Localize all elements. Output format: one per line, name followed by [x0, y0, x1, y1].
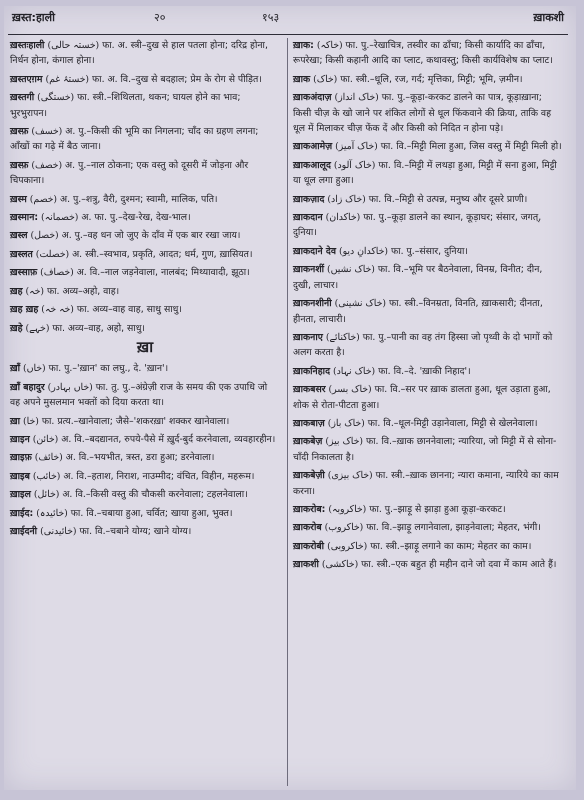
entry-definition: फा. वि.–भूमि पर बैठनेवाला, विनम्र, विनीत; दीन, दुखी, लाचार। [293, 264, 543, 291]
dictionary-entry [293, 330, 563, 361]
entry-headword: ख़ाइन [10, 433, 30, 445]
entry-urdu-spelling: (خہ) [25, 285, 44, 297]
entry-urdu-spelling: (خصلت) [35, 248, 70, 260]
entry-headword: ख़ाइब [10, 470, 30, 482]
entry-urdu-spelling: (خاک بیز) [325, 436, 364, 448]
entry-urdu-spelling: (خاکروبہ) [328, 503, 367, 515]
entry-headword: ख़स्लत [10, 248, 33, 260]
entry-definition: फा. पु.–पानी का वह तंग हिस्सा जो पृथ्वी के दो भागों को अलग करता है। [293, 331, 553, 359]
entry-definition: अ. वि.–हताश, निराश, नाउम्मीद; वंचित, विहीन, महरूम। [63, 470, 255, 482]
entry-definition: अ. फा. पु.–देख-रेख, देख-भाल। [81, 212, 191, 224]
entry-definition: फा. अव्य–अहो, वाह। [46, 285, 120, 297]
dictionary-entry [293, 520, 563, 535]
entry-definition: फा. वि.–ख़ाक छाननेवाला; न्यारिया, जो मिट्टी में से सोना-चाँदी निकालता है। [293, 436, 557, 463]
dictionary-entry [293, 502, 563, 517]
entry-definition: फा. वि.–चबाने योग्य; खाने योग्य। [79, 525, 192, 537]
entry-headword: ख़ाक [293, 73, 311, 85]
entry-definition: फा. स्त्री.–झाड़ू लगाने का काम; मेहतर का काम। [370, 540, 532, 552]
entry-definition: फा. स्त्री.–विनम्रता, विनति, ख़ाकसारी; दीनता, हीनता, लाचारी। [293, 298, 543, 325]
entry-definition: फा. प्रत्य.–खानेवाला; जैसे–'शकरख़ा' शक्कर खानेवाला। [41, 415, 230, 427]
entry-headword: ख़स्मान: [10, 212, 39, 224]
dictionary-entry [293, 468, 563, 499]
page-header [4, 6, 576, 30]
dictionary-entry [10, 72, 280, 87]
entry-headword: ख़स्साफ़ [10, 267, 38, 279]
entry-urdu-spelling: (خاک بیزی) [327, 470, 373, 482]
entry-urdu-spelling: (خاکروبی) [327, 540, 368, 552]
dictionary-entry [10, 228, 280, 243]
entry-definition: फा. स्त्री.–धूलि, रज, गर्द; मृत्तिका, मिट्टी; भूमि, ज़मीन। [340, 73, 523, 85]
entry-headword: ख़स्फ़ [10, 159, 29, 171]
entry-headword: ख़ाईदनी [10, 525, 38, 537]
dictionary-entry [10, 506, 280, 521]
entry-urdu-spelling: (خہے) [25, 322, 50, 334]
left-column [10, 38, 280, 542]
entry-urdu-spelling: (خصم) [29, 193, 58, 205]
dictionary-entry [293, 139, 563, 154]
entry-definition: फा. पु.–झाड़ू से झाड़ा हुआ कूड़ा-करकट। [369, 503, 506, 515]
entry-headword: ख़ह ख़ह [10, 304, 39, 316]
entry-definition: फा. तु. पु.–अंग्रेज़ी राज के समय की एक उपाधि जो वह अपने मुसलमान भक्तों को दिया करता था। [10, 381, 268, 409]
dictionary-entry [293, 434, 563, 465]
entry-headword: ख़ाकरोब [293, 522, 322, 534]
dictionary-entry [293, 364, 563, 379]
entry-definition: फा. वि.–सर पर ख़ाक डालता हुआ, धूल उड़ाता हुआ, शोक से रोता-पीटता हुआ। [293, 384, 551, 411]
dictionary-entry [10, 210, 280, 225]
entry-urdu-spelling: (خاں بہادر) [47, 381, 93, 393]
entry-urdu-spelling: (خاکشی) [321, 559, 359, 571]
dictionary-entry [293, 244, 563, 259]
dictionary-entry [293, 296, 563, 327]
dictionary-entry [10, 247, 280, 262]
entry-urdu-spelling: (خاک نشینی) [334, 298, 386, 310]
entry-definition: अ. वि.–किसी वस्तु की चौकसी करनेवाला; टहलनेवाला। [62, 489, 248, 501]
entry-urdu-spelling: (خاں) [22, 363, 46, 375]
dictionary-entry [10, 414, 280, 429]
entry-urdu-spelling: (خاکدانِ دیو) [338, 245, 389, 257]
dictionary-entry [10, 450, 280, 465]
entry-definition: अ. पु.–नाल ठोकना; एक वस्तु को दूसरी में जोड़ना और चिपकाना। [10, 159, 249, 187]
dictionary-entry [293, 72, 563, 87]
entry-urdu-spelling: (خا) [22, 415, 39, 427]
header-right-guideword: ख़ाकशी [533, 11, 564, 24]
entry-definition: फा. वि.–मिट्टी से उत्पन्न, मनुष्य और दूसरे प्राणी। [368, 193, 528, 205]
dictionary-entry [293, 539, 563, 554]
dictionary-entry [293, 158, 563, 189]
dictionary-entry [293, 90, 563, 136]
entry-urdu-spelling: (خاک بسر) [328, 384, 372, 396]
entry-urdu-spelling: (خاک نشیں) [327, 264, 375, 276]
left-entries-b [10, 361, 280, 539]
entry-definition: फा. पु.–कूड़ा-करकट डालने का पात्र, कूड़ाख़ाना; किसी चीज़ के खो जाने पर शंकित लोगों से धूल फिंकवाने की क्रिया, ताकि वह धूल में मिलाकर चीज़ फेंक दें और किसी को निदित न होना पड़े। [293, 92, 552, 135]
dictionary-entry [293, 416, 563, 431]
entry-definition: अ. वि.–नाल जड़नेवाला, नालबंद; मिथ्यावादी, झूठा। [76, 267, 250, 279]
entry-urdu-spelling: (خاکدان) [325, 212, 361, 224]
entry-urdu-spelling: (خصف) [31, 159, 63, 171]
entry-urdu-spelling: (خسف) [31, 126, 63, 138]
entry-definition: फा. पु.–'ख़ान' का लघु., दे. 'ख़ान'। [48, 363, 169, 375]
entry-definition: फा. वि.–मिट्टी मिला हुआ, जिस वस्तु में मिट्टी मिली हो। [380, 141, 562, 153]
entry-headword: ख़स्फ़ [10, 126, 29, 138]
entry-definition: अ. पु.–वह धन जो जुए के दाँव में एक बार रखा जाय। [61, 230, 241, 242]
entry-urdu-spelling: (خصاف) [40, 267, 74, 279]
entry-headword: ख़ाकज़ाद [293, 193, 325, 205]
entry-urdu-spelling: (خائن) [32, 433, 59, 445]
entry-headword: ख़ाकबेज़ [293, 436, 323, 448]
entry-definition: फा. वि.–झाड़ू लगानेवाला, झाड़नेवाला; मेहतर, भंगी। [366, 522, 541, 534]
entry-headword: ख़ाकदाने देव [293, 245, 336, 257]
entry-urdu-spelling: (خاک) [313, 73, 338, 85]
entry-urdu-spelling: (خاکنائے) [325, 331, 360, 343]
entry-urdu-spelling: (خاکروب) [324, 522, 364, 534]
entry-headword: ख़ाकशी [293, 559, 319, 571]
dictionary-entry [293, 557, 563, 572]
entry-urdu-spelling: (خائب) [32, 470, 61, 482]
dictionary-entry [10, 124, 280, 155]
dictionary-entry [293, 38, 563, 69]
entry-headword: ख़ाइफ़ [10, 452, 32, 464]
entry-urdu-spelling: (خاک آمیز) [335, 141, 378, 153]
entry-headword: ख़स्म [10, 193, 27, 205]
entry-urdu-spelling: (خاک زاد) [327, 193, 366, 205]
header-rule [8, 34, 568, 35]
entry-urdu-spelling: (خاک آلود) [333, 159, 376, 171]
entry-headword: ख़ाईद: [10, 507, 34, 519]
dictionary-entry [10, 90, 280, 121]
entry-urdu-spelling: (خہ خہ) [41, 304, 74, 316]
entry-headword: ख़स्तःहाली [10, 40, 45, 51]
entry-definition: अ. पु.–किसी की भूमि का निगलना; चाँद का ग्रहण लगना; आँखों का गढ़े में बैठ जाना। [10, 126, 259, 153]
dictionary-entry [10, 361, 280, 376]
entry-headword: ख़ाकनशीं [293, 264, 325, 276]
entry-urdu-spelling: (خستگی) [37, 92, 75, 104]
dictionary-entry [10, 38, 280, 69]
dictionary-entry [10, 524, 280, 539]
entry-definition: अ. पु.–शत्रु, वैरी, दुश्मन; स्वामी, मालिक, पति। [60, 193, 218, 205]
entry-definition: फा. स्त्री.–शिथिलता, थकन; घायल होने का भाव; भुरभुरापन। [10, 92, 241, 119]
entry-headword: ख़ाकनिहाद [293, 365, 331, 377]
entry-headword: ख़ाकआलूद [293, 159, 331, 171]
entry-definition: फा. अ. वि.–दुख से बदहाल; प्रेम के रोग से पीड़ित। [92, 73, 262, 85]
dictionary-entry [10, 432, 280, 447]
dictionary-entry [10, 265, 280, 280]
dictionary-entry [10, 380, 280, 411]
entry-headword: ख़स्तएग़म [10, 73, 43, 85]
entry-definition: फा. स्त्री.–ख़ाक छानना; न्यारा कमाना, न्यारिये का काम करना। [293, 470, 559, 497]
dictionary-entry [10, 487, 280, 502]
dictionary-entry [293, 210, 563, 241]
dictionary-page [4, 6, 576, 790]
entry-headword: ख़ाकअंदाज़ [293, 92, 332, 104]
entry-headword: ख़स्ल [10, 230, 28, 242]
dictionary-entry [10, 469, 280, 484]
entry-headword: ख़ाकरोब: [293, 503, 326, 515]
entry-urdu-spelling: (خائف) [34, 452, 63, 464]
section-heading: ख़ा [136, 337, 154, 356]
entry-definition: अ. वि.–बदद्यानत, रुपये-पैसे में ख़ुर्द-बुर्द करनेवाला, व्यवहारहीन। [61, 433, 276, 445]
entry-urdu-spelling: (خاکہ) [316, 40, 343, 51]
column-divider [287, 38, 288, 786]
entry-headword: ख़हे [10, 322, 23, 334]
entry-headword: ख़ाक: [293, 40, 314, 51]
entry-headword: ख़ाकबाज़ [293, 417, 325, 429]
entry-urdu-spelling: (خصل) [30, 230, 59, 242]
entry-definition: अ. स्त्री.–स्वभाव, प्रकृति, आदत; धर्म, गुण, ख़ासियत। [72, 248, 253, 260]
entry-headword: ख़ाकनशीनी [293, 298, 332, 310]
entry-headword: ख़ाकआमेज़ [293, 141, 333, 153]
entry-definition: फा. वि.–दे. 'ख़ाकी निहाद'। [378, 365, 471, 377]
entry-definition: फा. पु.–रेखाचित्र, तस्वीर का ढाँचा; किसी कार्यादि का ढाँचा, रूपरेखा; किसी कहानी आदि का प्लाट, कथावस्तु; किसी कार्यविशेष का प्लाट। [293, 40, 553, 67]
entry-headword: ख़ा [10, 415, 21, 427]
dictionary-entry [10, 158, 280, 189]
dictionary-entry [10, 302, 280, 317]
dictionary-entry [10, 321, 280, 336]
entry-definition: फा. वि.–मिट्टी में लथड़ा हुआ, मिट्टी में सना हुआ, मिट्टी या धूल लगा हुआ। [293, 159, 557, 187]
header-left-number: २० [154, 11, 166, 24]
entry-headword: ख़ाँ बहादुर [10, 381, 45, 393]
left-entries-a [10, 38, 280, 336]
header-left-guideword: ख़स्त:हाली [12, 11, 55, 24]
entry-headword: ख़ाकबेज़ी [293, 470, 325, 482]
entry-headword: ख़ाकनाए [293, 331, 323, 343]
entry-definition: फा. अव्य–वाह वाह, साधु साधु। [76, 304, 182, 316]
entry-definition: फा. स्त्री.–एक बहुत ही महीन दाने जो दवा में काम आते हैं। [361, 559, 557, 571]
entry-headword: ख़स्तगी [10, 92, 35, 104]
entry-definition: फा. अव्य–वाह, अहो, साधु। [52, 322, 145, 334]
entry-headword: ख़ाकरोबी [293, 540, 325, 552]
entry-definition: फा. वि.–धूल-मिट्टी उड़ानेवाला, मिट्टी से खेलनेवाला। [367, 417, 538, 429]
right-entries [293, 38, 563, 573]
entry-urdu-spelling: (خاک نہاد) [332, 365, 376, 377]
entry-headword: ख़ाँ [10, 363, 21, 375]
entry-urdu-spelling: (خائل) [33, 489, 60, 501]
page-number: १५३ [262, 11, 280, 24]
entry-definition: फा. अ. स्त्री–दुख से हाल पतला होना; दरिद्र होना, निर्धन होना, कंगाल होना। [10, 40, 268, 67]
dictionary-entry [293, 262, 563, 293]
entry-definition: फा. पु.–संसार, दुनिया। [391, 245, 468, 257]
dictionary-entry [10, 284, 280, 299]
entry-urdu-spelling: (خصمانہ) [41, 212, 79, 224]
right-column [293, 38, 563, 576]
entry-headword: ख़ाकबसर [293, 384, 326, 396]
entry-urdu-spelling: (خاک باز) [327, 417, 365, 429]
entry-headword: ख़ह [10, 285, 23, 297]
entry-definition: अ. वि.–भयभीत, त्रस्त, डरा हुआ; डरनेवाला। [65, 452, 215, 464]
entry-urdu-spelling: (خائیدنی) [40, 525, 77, 537]
dictionary-entry [10, 192, 280, 207]
entry-urdu-spelling: (خاک انداز) [334, 92, 379, 104]
entry-headword: ख़ाकदान [293, 212, 323, 224]
dictionary-entry [293, 192, 563, 207]
entry-urdu-spelling: (خائیدہ) [36, 507, 68, 519]
dictionary-entry [293, 382, 563, 413]
entry-definition: फा. पु.–कूड़ा डालने का स्थान, कूड़ाघर; संसार, जगत्, दुनिया। [293, 212, 542, 239]
entry-headword: ख़ाइल [10, 489, 31, 501]
entry-urdu-spelling: (خستہ حالی) [47, 40, 100, 51]
entry-urdu-spelling: (خستۂ غم) [45, 73, 90, 85]
entry-definition: फा. वि.–चबाया हुआ, चर्वित; खाया हुआ, भुक्त। [70, 507, 233, 519]
